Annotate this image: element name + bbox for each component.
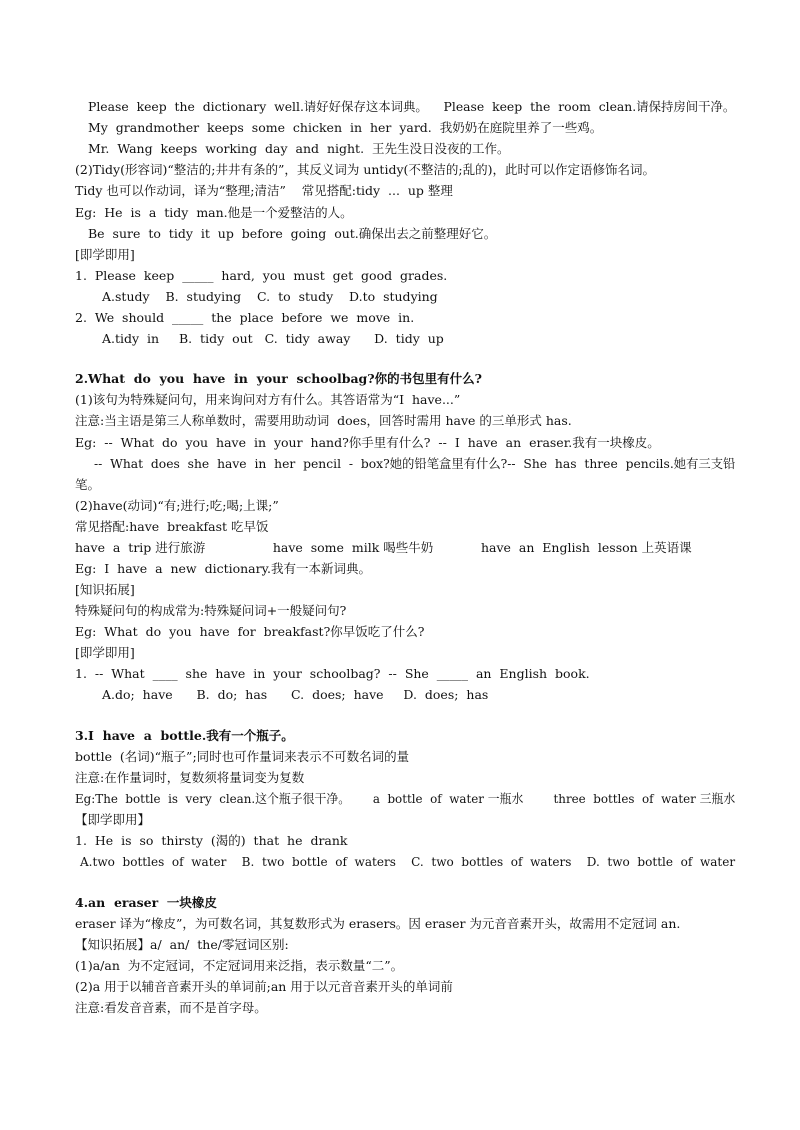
text-line: 注意:在作量词时，复数须将量词变为复数 bbox=[75, 770, 305, 785]
text-line: Be sure to tidy it up before going out.确保出去之前整理好它。 bbox=[88, 226, 497, 241]
exercise-question: 1. He is so thirsty (渴的) that he drank bbox=[75, 833, 348, 848]
text-line: 注意:看发音音素，而不是首字母。 bbox=[75, 1000, 267, 1015]
text-line: Eg: He is a tidy man.他是一个爱整洁的人。 bbox=[75, 205, 353, 220]
section-heading: 3.I have a bottle.我有一个瓶子。 bbox=[75, 728, 294, 743]
text-line: (2)have(动词)“有;进行;吃;喝;上课;” bbox=[75, 498, 279, 513]
text-line: Tidy 也可以作动词，译为“整理;清洁” 常见搭配:tidy ... up 整理 bbox=[75, 183, 453, 198]
text-line: Eg: -- What do you have in your hand?你手里有什么? -- I have an eraser.我有一块橡皮。 bbox=[75, 435, 660, 450]
exercise-options: A.study B. studying C. to study D.to studying bbox=[102, 289, 438, 304]
exercise-question: 2. We should _____ the place before we move in. bbox=[75, 310, 415, 325]
section-label: [知识拓展] bbox=[75, 582, 135, 597]
section-heading: 2.What do you have in your schoolbag?你的书包里有什么? bbox=[75, 371, 482, 386]
text-line: (2)Tidy(形容词)“整洁的;井井有条的”，其反义词为 untidy(不整洁的;乱的)，此时可以作定语修饰名词。 bbox=[75, 162, 655, 177]
text-line: My grandmother keeps some chicken in her yard. 我奶奶在庭院里养了一些鸡。 bbox=[88, 120, 603, 135]
text-line: Eg: I have a new dictionary.我有一本新词典。 bbox=[75, 561, 371, 576]
section-label: [即学即用] bbox=[75, 645, 135, 660]
text-line: 注意:当主语是第三人称单数时，需要用助动词 does，回答时需用 have 的三单形式 has. bbox=[75, 413, 572, 428]
text-line: eraser 译为“橡皮”，为可数名词，其复数形式为 erasers。因 eraser 为元音音素开头，故需用不定冠词 an. bbox=[75, 916, 681, 931]
text-line: (1)a/an 为不定冠词，不定冠词用来泛指，表示数量“二”。 bbox=[75, 958, 404, 973]
text-line: 常见搭配:have breakfast 吃早饭 bbox=[75, 519, 269, 534]
text-line: -- What does she have in her pencil - box?她的铅笔盒里有什么?-- She has three pencils.她有三支铅 bbox=[94, 456, 736, 471]
section-label: [即学即用] bbox=[75, 247, 135, 262]
text-line: (1)该句为特殊疑问句，用来询问对方有什么。其答语常为“I have...” bbox=[75, 392, 461, 407]
exercise-options: A.tidy in B. tidy out C. tidy away D. tidy up bbox=[102, 331, 444, 346]
text-line: 特殊疑问句的构成常为:特殊疑问词+一般疑问句? bbox=[75, 603, 347, 618]
text-line: bottle (名词)“瓶子”;同时也可作量词来表示不可数名词的量 bbox=[75, 749, 410, 764]
text-line: Eg:The bottle is very clean.这个瓶子很干净。 a bottle of water 一瓶水 three bottles of water 三瓶水 bbox=[75, 791, 736, 806]
section-heading: 4.an eraser 一块橡皮 bbox=[75, 895, 217, 910]
exercise-question: 1. -- What ____ she have in your schoolbag? -- She _____ an English book. bbox=[75, 666, 590, 681]
text-line: have a trip 进行旅游 have some milk 喝些牛奶 have an English lesson 上英语课 bbox=[75, 540, 692, 555]
text-line: (2)a 用于以辅音音素开头的单词前;an 用于以元音音素开头的单词前 bbox=[75, 979, 453, 994]
section-label: 【知识拓展】a/ an/ the/零冠词区别: bbox=[75, 937, 289, 952]
exercise-question: 1. Please keep _____ hard, you must get good grades. bbox=[75, 268, 448, 283]
text-line: Please keep the dictionary well.请好好保存这本词典。 Please keep the room clean.请保持房间干净。 bbox=[88, 99, 736, 114]
exercise-options: A.two bottles of water B. two bottle of waters C. two bottles of waters D. two bottle of water bbox=[80, 854, 736, 869]
exercise-options: A.do; have B. do; has C. does; have D. does; has bbox=[102, 687, 489, 702]
text-line: 笔。 bbox=[75, 477, 101, 492]
text-line: Eg: What do you have for breakfast?你早饭吃了什么? bbox=[75, 624, 425, 639]
text-line: Mr. Wang keeps working day and night. 王先生没日没夜的工作。 bbox=[88, 141, 510, 156]
section-label: 【即学即用】 bbox=[75, 812, 151, 827]
